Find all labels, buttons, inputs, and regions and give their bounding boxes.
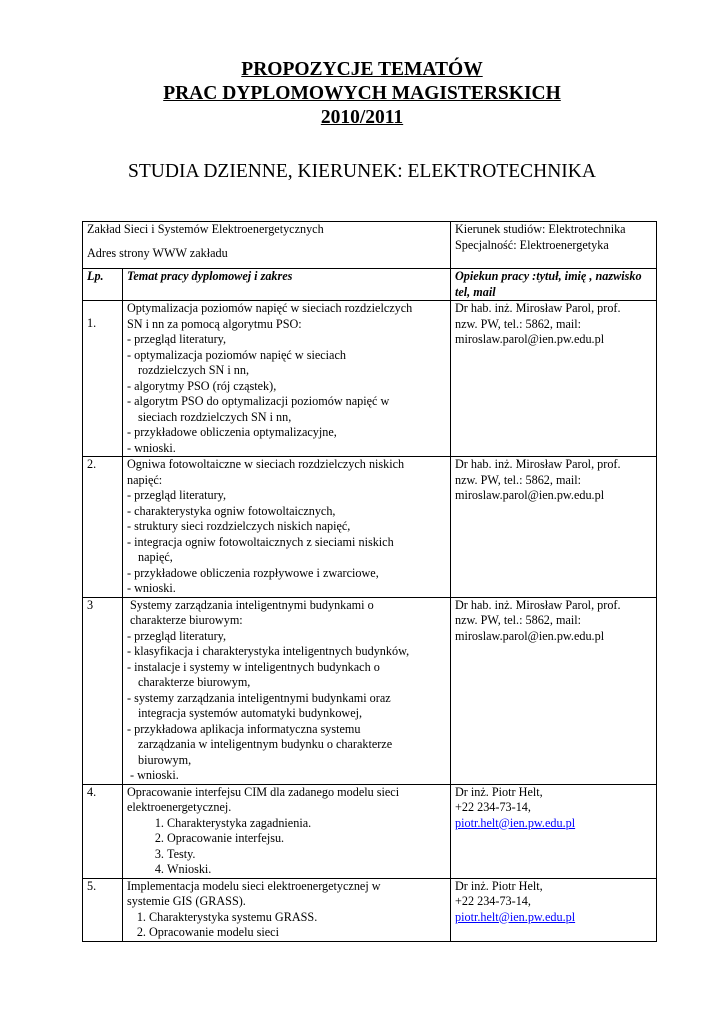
row-number: 5. <box>83 878 123 941</box>
column-header-topic: Temat pracy dyplomowej i zakres <box>123 269 451 301</box>
supervisor-line: +22 234-73-14, <box>455 894 531 908</box>
topic-item: biurowym, <box>138 752 192 767</box>
supervisor-cell <box>451 878 657 941</box>
supervisor-line: Dr hab. inż. Mirosław Parol, prof. <box>455 301 621 315</box>
column-header-row <box>83 269 657 301</box>
topic-item: - wnioski. <box>127 581 176 595</box>
topic-item: - przegląd literatury, <box>127 628 227 643</box>
row-number: 3 <box>83 597 123 784</box>
topic-item: integracja systemów automatyki budynkowej, <box>138 706 363 720</box>
topic-item: - algorytm PSO do optymalizacji poziomów napięć w <box>127 394 390 408</box>
topic-item: sieciach rozdzielczych SN i nn, <box>138 409 292 424</box>
topic-item: zarządzania w inteligentnym budynku o charakterze <box>138 737 393 751</box>
column-header-lp: Lp. <box>83 269 123 301</box>
supervisor-line: Dr inż. Piotr Helt, <box>455 878 543 893</box>
topic-numbered-list <box>127 910 446 941</box>
table-row <box>83 878 657 941</box>
topic-title: elektroenergetycznej. <box>127 800 232 814</box>
supervisor-cell <box>451 597 657 784</box>
title-line: 2010/2011 <box>320 107 404 128</box>
list-item: 4. Wnioski. <box>167 862 446 878</box>
list-item: 2. Opracowanie modelu sieci <box>149 925 446 941</box>
topic-item: charakterze biurowym, <box>138 675 251 689</box>
department-name: Zakład Sieci i Systemów Elektroenergetycznych <box>87 222 324 236</box>
table-row <box>83 457 657 598</box>
topic-cell <box>123 784 451 878</box>
topic-item: - integracja ogniw fotowoltaicznych z sieciami niskich <box>127 534 394 549</box>
department-cell <box>83 222 451 269</box>
supervisor-line: nzw. PW, tel.: 5862, mail: <box>455 316 582 331</box>
supervisor-email: miroslaw.parol@ien.pw.edu.pl <box>455 488 605 502</box>
supervisor-cell <box>451 301 657 457</box>
supervisor-line: nzw. PW, tel.: 5862, mail: <box>455 613 582 627</box>
topic-item: - przykładowe obliczenia optymalizacyjne, <box>127 425 337 439</box>
table-row <box>83 784 657 878</box>
program-cell <box>451 222 657 269</box>
topic-title: Systemy zarządzania inteligentnymi budynkami o <box>130 597 374 612</box>
topic-cell <box>123 878 451 941</box>
supervisor-email: miroslaw.parol@ien.pw.edu.pl <box>455 628 605 643</box>
topic-item: - przegląd literatury, <box>127 488 227 502</box>
table-row <box>83 597 657 784</box>
topic-item: - klasyfikacja i charakterystyka inteligentnych budynków, <box>127 644 410 658</box>
topic-item: - wnioski. <box>130 768 179 782</box>
topic-cell <box>123 597 451 784</box>
list-item: 1. Charakterystyka systemu GRASS. <box>149 910 446 926</box>
supervisor-line: +22 234-73-14, <box>455 800 531 814</box>
topic-item: - struktury sieci rozdzielczych niskich napięć, <box>127 519 351 533</box>
program-kierunek: Kierunek studiów: Elektrotechnika <box>455 222 626 236</box>
topic-numbered-list <box>127 816 446 878</box>
supervisor-cell <box>451 457 657 598</box>
supervisor-email-link[interactable]: piotr.helt@ien.pw.edu.pl <box>455 815 576 830</box>
topic-item: rozdzielczych SN i nn, <box>138 363 250 377</box>
topic-title: systemie GIS (GRASS). <box>127 894 246 908</box>
topic-title: Opracowanie interfejsu CIM dla zadanego modelu sieci <box>127 784 400 799</box>
program-specjalnosc: Specjalność: Elektroenergetyka <box>455 237 609 252</box>
topic-item: - charakterystyka ogniw fotowoltaicznych, <box>127 503 336 518</box>
table-row <box>83 301 657 457</box>
topic-item: - systemy zarządzania inteligentnymi budynkami oraz <box>127 690 391 705</box>
topic-title: napięć: <box>127 472 163 487</box>
supervisor-line: Dr hab. inż. Mirosław Parol, prof. <box>455 597 621 612</box>
topic-item: - instalacje i systemy w inteligentnych budynkach o <box>127 659 380 674</box>
topic-cell <box>123 301 451 457</box>
topic-item: - przykładowa aplikacja informatyczna systemu <box>127 721 361 736</box>
topic-title: Optymalizacja poziomów napięć w sieciach rozdzielczych <box>127 301 413 315</box>
topic-item: - wnioski. <box>127 440 176 455</box>
document-title <box>0 58 724 130</box>
topic-title: SN i nn za pomocą algorytmu PSO: <box>127 316 302 331</box>
topic-item: - optymalizacja poziomów napięć w sieciach <box>127 347 346 362</box>
topic-item: - przegląd literatury, <box>127 332 227 346</box>
supervisor-email-link[interactable]: piotr.helt@ien.pw.edu.pl <box>455 909 576 924</box>
supervisor-cell <box>451 784 657 878</box>
list-item: 2. Opracowanie interfejsu. <box>167 831 446 847</box>
title-line: PROPOZYCJE TEMATÓW <box>241 59 483 80</box>
row-number: 2. <box>83 457 123 598</box>
supervisor-line: nzw. PW, tel.: 5862, mail: <box>455 472 582 487</box>
topic-item: napięć, <box>138 550 173 564</box>
title-line: PRAC DYPLOMOWYCH MAGISTERSKICH <box>163 83 561 104</box>
topic-item: - algorytmy PSO (rój cząstek), <box>127 378 277 393</box>
department-www: Adres strony WWW zakładu <box>87 245 228 260</box>
list-item: 1. Charakterystyka zagadnienia. <box>167 816 446 832</box>
supervisor-line: Dr hab. inż. Mirosław Parol, prof. <box>455 457 621 471</box>
department-row <box>83 222 657 269</box>
row-number: 4. <box>83 784 123 878</box>
topic-title: Implementacja modelu sieci elektroenergetycznej w <box>127 878 381 893</box>
topic-cell <box>123 457 451 598</box>
row-number: 1. <box>83 301 123 457</box>
topic-title: Ogniwa fotowoltaiczne w sieciach rozdzielczych niskich <box>127 457 405 471</box>
topics-table <box>82 221 657 942</box>
column-header-supervisor: Opiekun pracy :tytuł, imię , nazwisko tel, mail <box>451 269 657 301</box>
supervisor-line: Dr inż. Piotr Helt, <box>455 784 543 799</box>
topic-item: - przykładowe obliczenia rozpływowe i zwarciowe, <box>127 565 379 580</box>
list-item: 3. Testy. <box>167 847 446 863</box>
document-subtitle: STUDIA DZIENNE, KIERUNEK: ELEKTROTECHNIKA <box>128 161 596 182</box>
topic-title: charakterze biurowym: <box>130 613 243 627</box>
supervisor-email: miroslaw.parol@ien.pw.edu.pl <box>455 332 605 346</box>
